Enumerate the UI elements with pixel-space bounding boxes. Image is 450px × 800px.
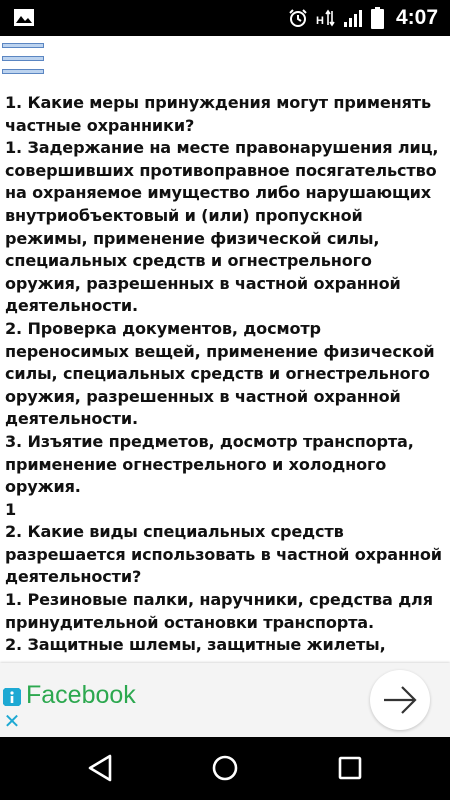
arrow-right-icon [382, 684, 418, 716]
answer-2-option-2: 2. Защитные шлемы, защитные жилеты, [5, 635, 386, 655]
cell-signal-icon [343, 8, 363, 28]
ad-close-icon[interactable]: ✕ [3, 709, 21, 733]
article-content [5, 92, 445, 664]
answer-1-correct: 1 [5, 499, 17, 519]
status-bar [0, 0, 450, 36]
answer-2-option-1: 1. Резиновые палки, наручники, средства для принудительной остановки транспорта. [5, 590, 433, 632]
question-1: 1. Какие меры принуждения могут применять частные охранники? [5, 93, 432, 135]
ad-info-icon[interactable] [3, 688, 21, 706]
question-2: 2. Какие виды специальных средств разрешается использовать в частной охранной деятельности? [5, 522, 442, 587]
network-type-label: H [316, 15, 324, 27]
clock: 4:07 [395, 6, 438, 29]
alarm-icon [288, 8, 308, 28]
recents-icon[interactable] [333, 753, 367, 783]
back-icon[interactable] [84, 753, 118, 783]
battery-icon [371, 7, 384, 29]
image-icon [14, 9, 34, 26]
data-signal-icon [316, 9, 335, 27]
answer-1-option-1: 1. Задержание на месте правонарушения лиц, совершивших противоправное посягательство на охраняемое имущество либо нарушающих внутриобъектовый и (или) пропускной режимы, применение физической силы, специальных средств и огнестрельного оружия, разрешенных в частной охранной деятельности. [5, 138, 439, 316]
ad-open-button[interactable] [370, 670, 430, 730]
navigation-bar [0, 737, 450, 800]
answer-1-option-3: 3. Изъятие предметов, досмотр транспорта, применение огнестрельного и холодного оружия. [5, 431, 414, 497]
hamburger-menu-button[interactable] [2, 43, 44, 79]
ad-title[interactable]: Facebook [26, 681, 136, 709]
answer-1-option-2: 2. Проверка документов, досмотр переносимых вещей, применение физической силы, специальных средств и огнестрельного оружия, разрешенных в частной охранной деятельности. [5, 318, 435, 429]
home-icon[interactable] [208, 753, 242, 783]
